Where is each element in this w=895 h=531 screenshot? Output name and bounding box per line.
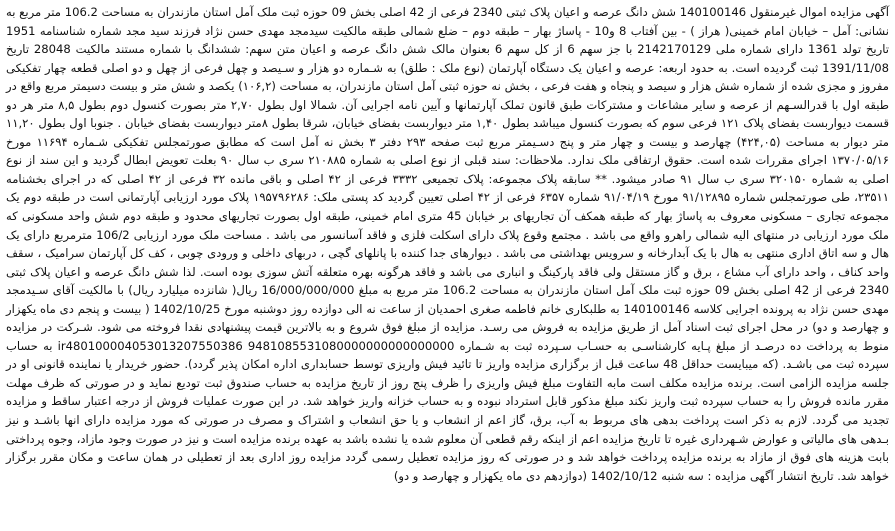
auction-notice-body: آگهی مزایده اموال غیرمنقول 140100146 شش دانگ عرصه و اعیان پلاک ثبتی 2340 فرعی از 42 اصلی بخش 09 حوزه ثبت ملک آمل استان مازندران به مساحت 106.2 متر مربع به نشانی: آمل – خیابان امام خمینی( هراز ) - بین آفتاب 8 و10 - پاساژ بهار – طبقه دوم – ضلع شمالی طبقه مالکیت سیدمجد مهدی حسن نژاد فرزند سید مجد شماره شناسنامه 1951 تاریخ تولد 1361 دارای شماره ملی 2142170129 با جز سهم 6 از کل سهم 6 بعنوان مالک شش دانگ عرصه و اعیان متن سهم: ششدانگ با شماره مستند مالکیت 28048 تاریخ 1391/11/08 ثبت گردیده است. به حدود اربعه: عرصه و اعیان یک دستگاه آپارتمان (نوع ملک : طلق) به شـماره دو هزار و سـیصد و چهل فرعی از چهل و دو اصلی قطعه چهار تفکیکی مفروز و مجزی شده از شماره شش هزار و سیصد و پنجاه و هفت فرعی ، بخش نه حوزه ثبتی آمل استان مازندران، به مساحت (۱۰۶,۲) یکصد و شش متر و بیست دسیمتر مربع واقع در طبقه اول با قدرالسـهم از عرصه و سایر مشاعات و مشترکات طبق قانون تملک آپارتمانها و آیین نامه اجرایی آن. شمالا اول بطول ۲,۷۰ متر بصورت کنسول دوم بطول ۸,۵ متر هر دو قسمت دیواربست بفضای پلاک ۱۲۱ فرعی سوم که بصورت کنسول میباشد بطول ۱,۴۰ متر دیواربست بفضای خیابان، شرقا بطول ۸متر دیواربست بفضای خیابان . جنوبا اول بطول ۱۱,۲۰ متر دیوار به مساحت (۴۲۴,۰۵) چهارصد و بیست و چهار متر و پنج دسـیمتر مربع ثبت صفحه ۲۹۳ دفتر ۳ بخش نه آمل است که مطابق صورتمجلس تفکیکی شـماره ۱۱۶۹۴ مورخ ۱۳۷۰/۰۵/۱۶ اجرای مقررات شده است. حقوق ارتفاقی ملک ندارد. ملاحظات: سند قبلی از نوع اصلی به شماره ۲۱۰۸۸۵ سری ب سال ۹۰ بعلت تعویض ابطال گردید و این سند از نوع اصلی به شماره ۳۲۰۱۵۰ سری ب سال ۹۱ صادر میشود. ** سابقه پلاک مجموعه: پلاک تجمیعی ۳۳۳۲ فرعی از ۴۲ اصلی و باقی مانده ۳۲ فرعی از ۴۲ اصلی که در اجرای بخشنامه ۲۳۵۱۱، طی صورتمجلس شماره ۹۱/۱۲۸۹۵ مورخ ۹۱/۰۴/۱۹ شماره ۶۳۵۷ فرعی از ۴۲ اصلی تعیین گردید کد پستی ملک: ۱۹۵۷۹۶۲۸۶ پلاک مورد ارزیابی آپارتمانی است در طبقه دوم یک مجموعه تجاری – مسکونی معروف به پاساژ بهار که طبقه همکف آن تجاریهای بر خیابان 45 متری امام خمینی، طبقه اول بصورت تجاریهای محدود و طبقه دوم شش واحد مسکونی که ملک مورد ارزیابی در منتهای الیه شمالی راهرو واقع می باشد . مجتمع وقوع پلاک دارای اسکلت فلزی و فاقد آسانسور می باشد . مساحت ملک مورد ارزیابی 106/2 مترمربع دارای یک هال و سه اتاق اداری منتهی به هال با یک آبدارخانه و سرویس بهداشتی می باشد . دیوارهای جدا کننده با پانلهای گچی ، دربهای داخلی و ورودی چوبی ، کف کل آپارتمان سرامیک ، سقف واحد کناف ، واحد دارای آب مشاع ، برق و گاز مستقل ولی فاقد پارکینگ و انباری می باشد و فاقد هرگونه بهره متعلقه آتش سوزی بوده است. لذا شش دانگ عرصه و اعیان پلاک ثبتی 2340 فرعی از 42 اصلی بخش 09 حوزه ثبت ملک آمل استان مازندران به مساحت 106.2 متر مربع به مبلغ 16/000/000/000 ریال( شانزده میلیارد ریال) با مالکیت آقای سـیدمجد مهدی حسن نژاد به پرونده اجرایی کلاسه 140100146 به طلبکاری خانم فاطمه صغری احمدیان از ساعت نه الی دوازده روز دوشنبه مورخ 1402/10/25 ( بیست و پنجم دی ماه یکهزار و چهارصد و دو) در محل اجرای ثبت اسناد آمل از طریق مزایده به فروش می رسـد. مزایده از مبلغ فوق شروع و به بالاترین قیمت پیشنهادی نقدا فروخته می شود. شـرکت در مزایده منوط به پرداخت ده درصـد از مبلغ پـایه کارشناسـی به حسـاب سـپرده ثبت به شـماره ir480100004053013207550386 9481085531080000000000000000 به حساب سپرده ثبت می باشـد. (که میبایست حداقل 48 ساعت قبل از برگزاری مزایده واریز تا تائید فیش واریزی توسط حسابداری اداره امکان پذیر گردد). حضور خریدار یا نماینده قانونی او در جلسه مزایده الزامی است. برنده مزایده مکلف است مابه التفاوت مبلغ فیش واریزی را ظرف پنج روز از تاریخ مزایده به حساب صندوق ثبت تودیع نماید و در صورتی که ظرف مهلت مقرر مانده فروش را به حساب سپرده ثبت واریز نکند مبلغ مذکور قابل استرداد نبوده و به حساب خزانه واریز خواهد شد. در این صورت عملیات فروش از درجه اعتبار ساقط و مزایده تجدید می گردد. لازم به ذکر است پرداخت بدهی های مربوط به آب، برق، گاز اعم از انشعاب و یا حق انشعاب و اشتراک و مصرف در صورتی که مورد مزایده دارای انها باشـد و نیز بـدهی های مالیاتی و عوارض شـهرداری غیره تا تاریخ مزایده اعم از اینکه رقم قطعی آن معلوم شده یا نشده باشد به عهده برنده مزایده است و نیز در صورت وجود مازاد، وجوه پرداختی بابت هزینه های فوق از مازاد به برنده مزایده پرداخت خواهد شد و در صورتی که روز مزایده تعطیل رسمی گردد مزایده روز اداری بعد از تعطیلی در همان ساعت و مکان مقرر برگزار خواهد شد. تاریخ انتشار آگهی مزایده : سه شنبه 1402/10/12 (دوازدهم دی ماه یکهزار و چهارصد و دو) [6, 5, 890, 483]
